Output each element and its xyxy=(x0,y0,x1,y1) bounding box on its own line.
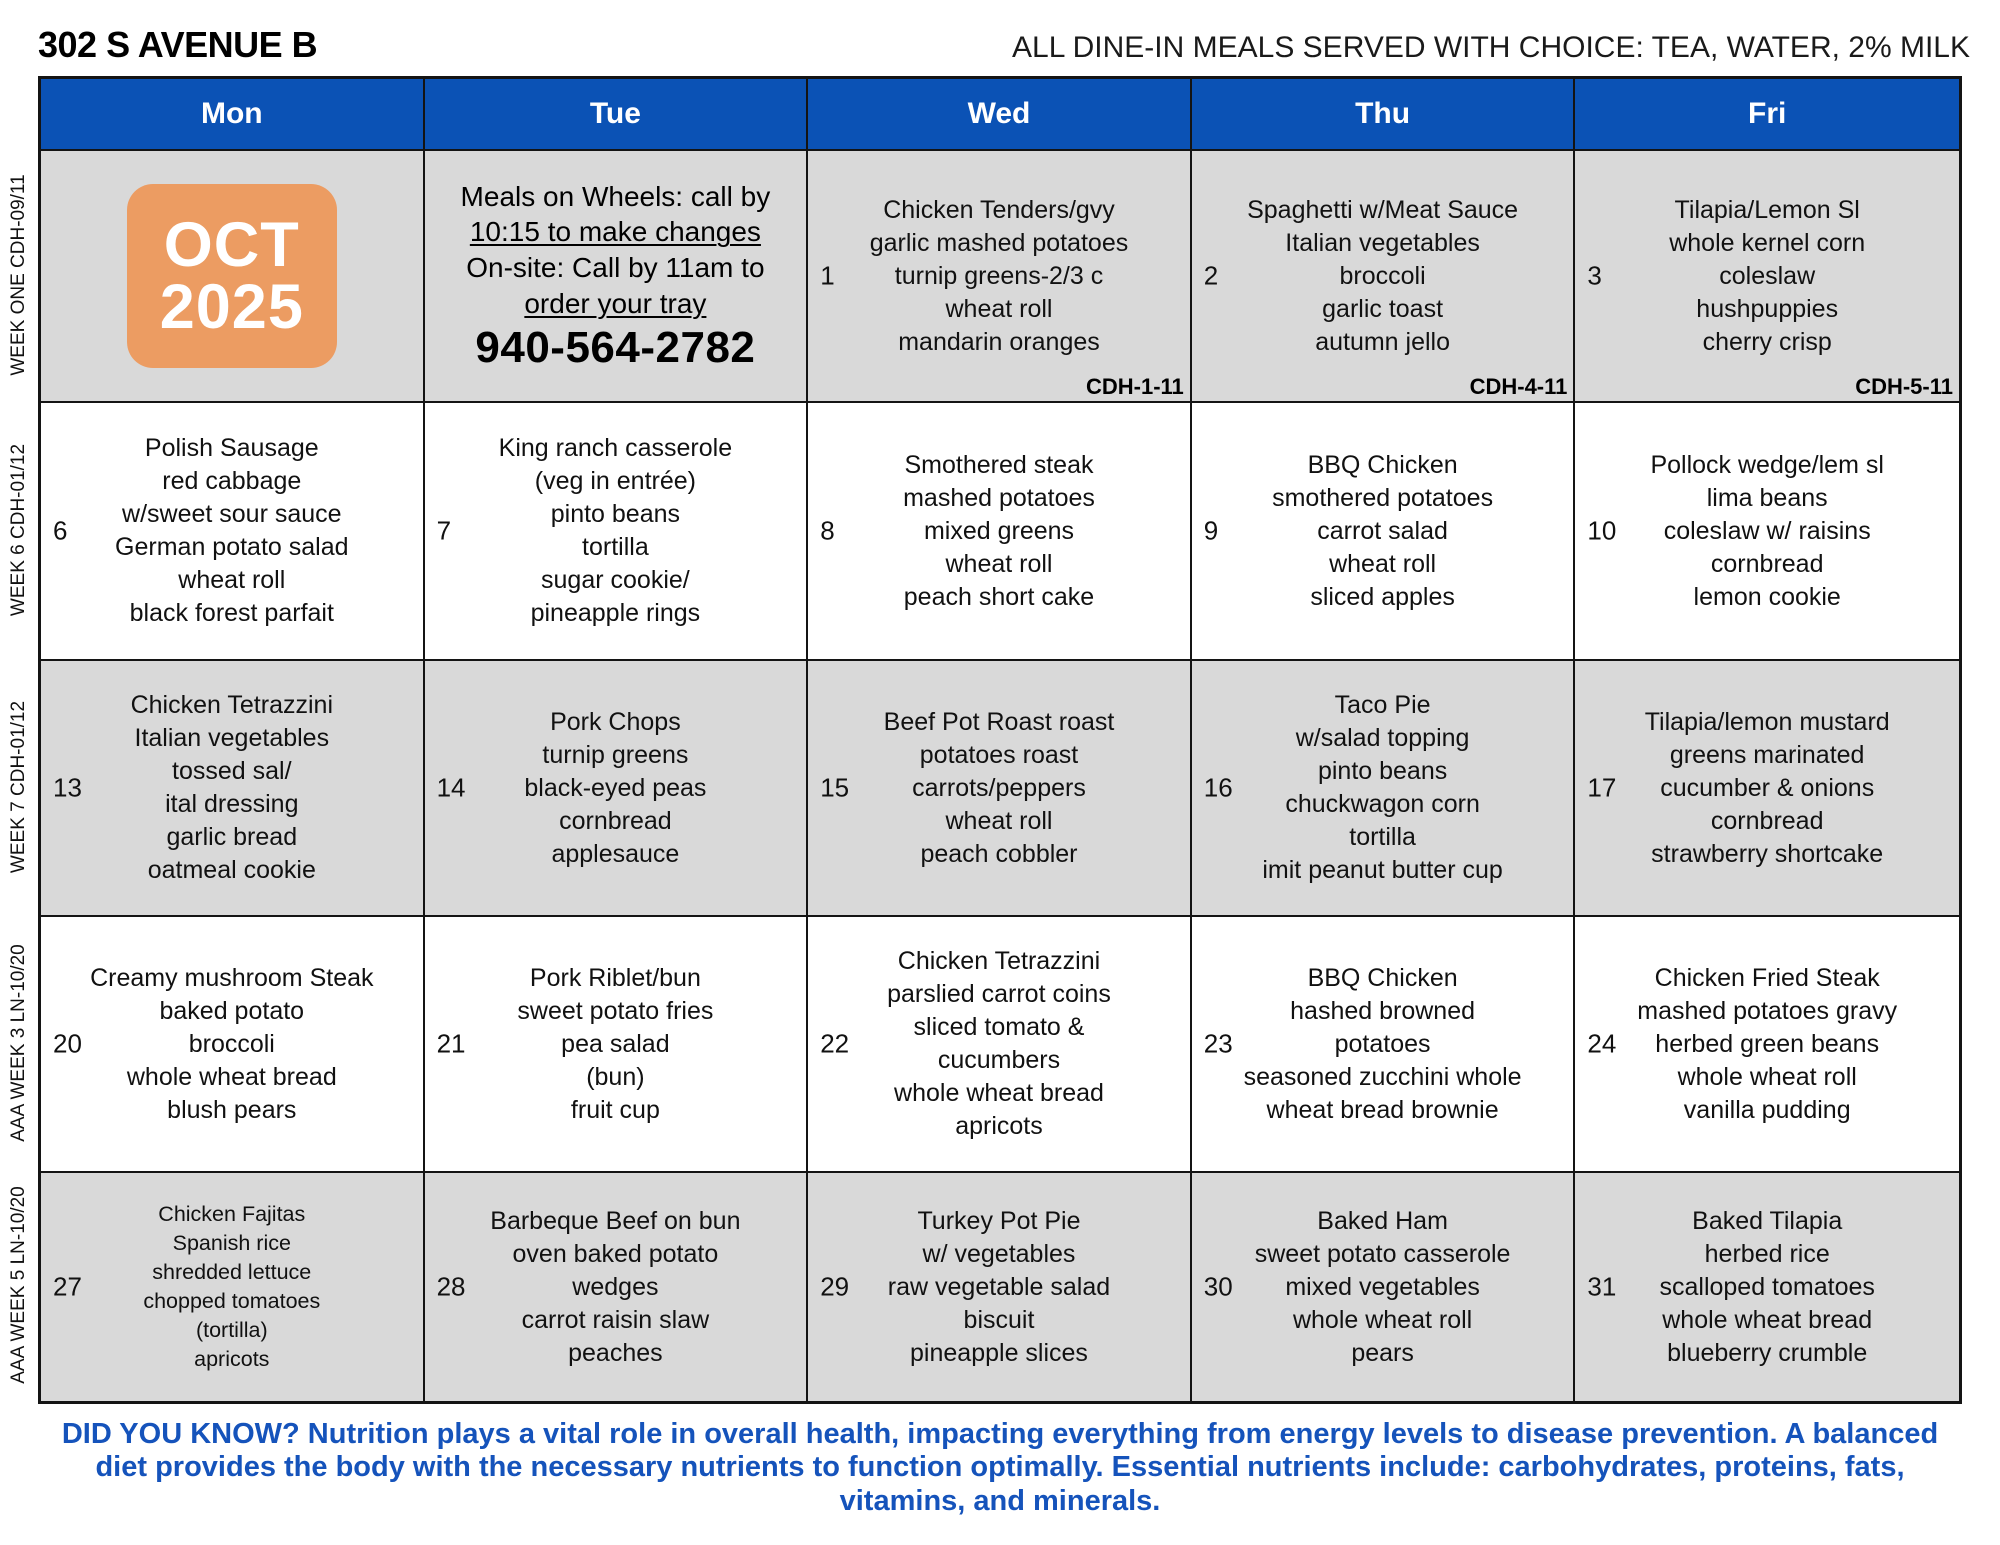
menu-item: Polish Sausage xyxy=(144,434,319,462)
menu-list xyxy=(49,432,415,630)
menu-item: vanilla pudding xyxy=(1683,1095,1851,1124)
menu-item: Taco Pie xyxy=(1334,691,1431,719)
menu-code: CDH-4-11 xyxy=(1469,374,1568,399)
menu-item: Smothered steak xyxy=(904,450,1094,479)
menu-list xyxy=(816,194,1182,359)
menu-item: broccoli xyxy=(188,1029,275,1058)
week-label xyxy=(0,659,38,915)
menu-item: wheat roll xyxy=(1329,549,1437,578)
menu-item: potatoes xyxy=(1334,1029,1431,1058)
gutter-spacer xyxy=(0,76,38,149)
month-cell xyxy=(41,151,425,403)
menu-item: shredded lettuce xyxy=(152,1259,312,1284)
day-number: 22 xyxy=(820,1028,850,1059)
day-cell xyxy=(1575,917,1959,1173)
ordering-info xyxy=(433,179,799,373)
week-label xyxy=(0,1171,38,1399)
menu-item: w/salad topping xyxy=(1295,724,1470,752)
menu-list xyxy=(1583,449,1951,614)
day-number: 6 xyxy=(53,515,68,546)
menu-item: (bun) xyxy=(586,1062,645,1091)
menu-item: cucumber & onions xyxy=(1660,773,1875,802)
menu-item: Baked Ham xyxy=(1317,1206,1448,1235)
day-number: 23 xyxy=(1203,1028,1233,1059)
menu-item: carrot raisin slaw xyxy=(521,1305,710,1334)
menu-list xyxy=(1200,194,1566,359)
menu-item: BBQ Chicken xyxy=(1307,963,1458,992)
menu-list xyxy=(1200,962,1566,1127)
day-number: 30 xyxy=(1203,1271,1233,1302)
info-cell xyxy=(425,151,809,403)
menu-item: pears xyxy=(1351,1338,1414,1367)
info-line: 10:15 to make changes xyxy=(469,216,761,248)
day-number: 3 xyxy=(1587,260,1602,291)
day-number: 10 xyxy=(1587,515,1617,546)
month-badge xyxy=(127,184,337,368)
menu-item: peach cobbler xyxy=(920,839,1078,868)
menu-item: peaches xyxy=(568,1338,663,1367)
menu-item: Chicken Fried Steak xyxy=(1654,963,1880,992)
day-cell xyxy=(1575,403,1959,661)
menu-item: carrot salad xyxy=(1317,516,1448,545)
menu-item: lemon cookie xyxy=(1693,582,1841,611)
menu-code: CDH-1-11 xyxy=(1085,374,1184,399)
menu-item: chuckwagon corn xyxy=(1285,790,1480,818)
day-cell xyxy=(1192,151,1576,403)
menu-item: carrots/peppers xyxy=(912,773,1086,802)
dine-in-note: ALL DINE-IN MEALS SERVED WITH CHOICE: TEA, WATER, 2% MILK xyxy=(1012,31,1970,64)
week-label-text: WEEK 6 CDH-01/12 xyxy=(8,443,29,617)
menu-item: hashed browned xyxy=(1290,996,1476,1025)
menu-item: mashed potatoes xyxy=(903,483,1095,512)
menu-item: mandarin oranges xyxy=(898,327,1100,356)
week-label-text: AAA WEEK 3 LN-10/20 xyxy=(8,944,29,1142)
menu-item: (veg in entrée) xyxy=(534,467,696,495)
address-title: 302 S AVENUE B xyxy=(38,24,318,65)
top-header xyxy=(0,0,2000,76)
menu-item: wheat bread brownie xyxy=(1266,1095,1499,1124)
menu-item: sugar cookie/ xyxy=(541,566,690,594)
menu-list xyxy=(1583,194,1951,359)
menu-item: peach short cake xyxy=(903,582,1095,611)
week-label xyxy=(0,149,38,401)
menu-item: apricots xyxy=(194,1347,270,1372)
menu-item: red cabbage xyxy=(162,467,302,495)
day-cell xyxy=(41,1173,425,1401)
menu-item: Spaghetti w/Meat Sauce xyxy=(1247,195,1519,224)
day-number: 16 xyxy=(1203,772,1233,803)
day-cell xyxy=(808,1173,1192,1401)
menu-item: biscuit xyxy=(963,1305,1035,1334)
menu-item: parslied carrot coins xyxy=(887,980,1111,1008)
menu-item: wedges xyxy=(572,1272,659,1301)
menu-item: blush pears xyxy=(167,1095,297,1124)
day-number: 1 xyxy=(820,260,835,291)
day-number: 20 xyxy=(53,1028,82,1059)
menu-list xyxy=(1583,962,1951,1127)
menu-item: coleslaw w/ raisins xyxy=(1663,516,1871,545)
menu-list xyxy=(49,962,415,1127)
menu-item: pea salad xyxy=(561,1029,670,1058)
calendar-week-row xyxy=(41,917,1959,1173)
day-cell xyxy=(425,1173,809,1401)
menu-item: King ranch casserole xyxy=(498,434,733,462)
menu-item: BBQ Chicken xyxy=(1307,450,1458,479)
menu-item: ital dressing xyxy=(165,790,299,818)
month-year: 2025 xyxy=(159,272,304,342)
menu-item: whole wheat bread xyxy=(894,1079,1104,1107)
week-label-text: WEEK ONE CDH-09/11 xyxy=(8,174,29,376)
menu-list xyxy=(1583,706,1951,871)
menu-item: strawberry shortcake xyxy=(1651,839,1884,868)
day-number: 31 xyxy=(1587,1271,1617,1302)
day-header-mon: Mon xyxy=(41,79,425,149)
menu-item: sliced tomato & xyxy=(913,1013,1085,1041)
menu-item: Spanish rice xyxy=(172,1230,291,1255)
week-label xyxy=(0,915,38,1171)
menu-item: Barbeque Beef on bun xyxy=(490,1206,741,1235)
menu-item: lima beans xyxy=(1706,483,1828,512)
day-number: 27 xyxy=(53,1271,82,1302)
menu-item: herbed green beans xyxy=(1655,1029,1880,1058)
menu-list xyxy=(816,945,1182,1143)
day-cell xyxy=(1575,661,1959,917)
menu-item: Chicken Tetrazzini xyxy=(130,691,333,719)
day-cell xyxy=(425,661,809,917)
month-name: OCT xyxy=(163,209,300,280)
calendar-week-row xyxy=(41,403,1959,661)
menu-item: whole wheat bread xyxy=(126,1062,337,1091)
menu-list xyxy=(816,706,1182,871)
menu-item: cherry crisp xyxy=(1702,327,1832,356)
menu-item: pinto beans xyxy=(1317,757,1448,785)
menu-item: oatmeal cookie xyxy=(147,856,316,884)
calendar-week-row xyxy=(41,151,1959,403)
day-header-fri: Fri xyxy=(1748,97,1787,130)
menu-item: wheat roll xyxy=(945,806,1053,835)
menu-item: autumn jello xyxy=(1315,327,1450,356)
menu-list xyxy=(49,1200,415,1374)
day-number: 7 xyxy=(436,515,452,546)
menu-item: Italian vegetables xyxy=(134,724,330,752)
menu-item: Chicken Tetrazzini xyxy=(897,947,1101,975)
menu-item: Chicken Fajitas xyxy=(158,1201,306,1226)
day-number: 13 xyxy=(53,772,82,803)
menu-list xyxy=(1200,1205,1566,1370)
day-cell xyxy=(1575,1173,1959,1401)
menu-item: (tortilla) xyxy=(195,1318,268,1343)
menu-item: black-eyed peas xyxy=(524,773,707,802)
menu-item: fruit cup xyxy=(570,1095,660,1124)
menu-item: pineapple rings xyxy=(530,599,701,627)
day-header-tue: Tue xyxy=(425,79,809,149)
calendar xyxy=(0,76,2000,1404)
menu-list xyxy=(816,1205,1182,1370)
menu-item: cucumbers xyxy=(937,1046,1061,1074)
menu-item: greens marinated xyxy=(1669,740,1865,769)
menu-list xyxy=(433,1205,799,1370)
menu-item: Pork Chops xyxy=(550,707,681,736)
menu-item: Turkey Pot Pie xyxy=(917,1206,1081,1235)
day-number: 17 xyxy=(1587,772,1617,803)
menu-item: smothered potatoes xyxy=(1272,483,1494,512)
menu-list xyxy=(816,449,1182,614)
day-cell xyxy=(1192,1173,1576,1401)
day-cell xyxy=(425,917,809,1173)
menu-item: tossed sal/ xyxy=(172,757,292,785)
menu-item: wheat roll xyxy=(945,294,1053,323)
menu-item: applesauce xyxy=(551,839,680,868)
menu-item: Creamy mushroom Steak xyxy=(90,963,374,992)
menu-item: mixed vegetables xyxy=(1285,1272,1480,1301)
menu-item: coleslaw xyxy=(1719,261,1816,290)
menu-item: raw vegetable salad xyxy=(887,1272,1111,1301)
menu-item: sweet potato fries xyxy=(517,996,714,1025)
phone-number: 940-564-2782 xyxy=(475,323,756,373)
menu-list xyxy=(433,962,799,1127)
menu-item: mashed potatoes gravy xyxy=(1637,996,1898,1025)
menu-item: whole wheat roll xyxy=(1677,1062,1857,1091)
menu-item: Chicken Tenders/gvy xyxy=(883,195,1115,224)
menu-item: pineapple slices xyxy=(910,1338,1088,1367)
menu-item: imit peanut butter cup xyxy=(1262,856,1503,884)
menu-item: wheat roll xyxy=(178,566,286,594)
day-header-wed: Wed xyxy=(808,79,1192,149)
menu-list xyxy=(49,689,415,887)
day-number: 21 xyxy=(436,1028,466,1059)
day-cell xyxy=(41,403,425,661)
info-line: On-site: Call by 11am to xyxy=(466,252,765,283)
menu-list xyxy=(1583,1205,1951,1370)
menu-item: Pollock wedge/lem sl xyxy=(1650,450,1884,479)
day-number: 9 xyxy=(1203,515,1219,546)
menu-item: Baked Tilapia xyxy=(1692,1206,1843,1235)
day-number: 8 xyxy=(820,515,835,546)
day-cell xyxy=(808,403,1192,661)
day-number: 14 xyxy=(436,772,466,803)
calendar-table xyxy=(38,76,1962,1404)
day-cell xyxy=(425,403,809,661)
menu-item: sweet potato casserole xyxy=(1254,1239,1511,1268)
menu-item: wheat roll xyxy=(945,549,1053,578)
menu-item: whole wheat bread xyxy=(1662,1305,1873,1334)
day-cell xyxy=(41,661,425,917)
calendar-week-row xyxy=(41,661,1959,917)
menu-item: Tilapia/Lemon Sl xyxy=(1674,195,1860,224)
menu-item: Italian vegetables xyxy=(1285,228,1480,257)
week-label-text: AAA WEEK 5 LN-10/20 xyxy=(8,1186,29,1384)
menu-item: black forest parfait xyxy=(129,599,334,627)
menu-item: baked potato xyxy=(159,996,305,1025)
menu-item: apricots xyxy=(955,1112,1043,1140)
menu-item: scalloped tomatoes xyxy=(1659,1272,1875,1301)
menu-item: sliced apples xyxy=(1310,582,1455,611)
menu-item: whole kernel corn xyxy=(1669,228,1866,257)
menu-item: garlic mashed potatoes xyxy=(869,228,1129,257)
menu-item: oven baked potato xyxy=(512,1239,719,1268)
week-label xyxy=(0,401,38,659)
menu-item: garlic bread xyxy=(166,823,298,851)
menu-item: pinto beans xyxy=(550,500,681,528)
week-label-text: WEEK 7 CDH-01/12 xyxy=(8,700,29,874)
day-header-thu: Thu xyxy=(1192,79,1576,149)
menu-code: CDH-5-11 xyxy=(1855,374,1953,399)
day-number: 15 xyxy=(820,772,850,803)
day-header-row xyxy=(41,79,1959,151)
menu-item: blueberry crumble xyxy=(1667,1338,1868,1367)
menu-item: chopped tomatoes xyxy=(143,1289,321,1313)
info-line: order your tray xyxy=(524,287,707,319)
day-cell xyxy=(808,917,1192,1173)
menu-item: cornbread xyxy=(1710,549,1824,578)
menu-item: broccoli xyxy=(1339,261,1426,290)
menu-item: tortilla xyxy=(1349,823,1416,851)
day-cell xyxy=(1575,151,1959,403)
menu-item: w/ vegetables xyxy=(922,1239,1076,1268)
menu-item: mixed greens xyxy=(923,516,1075,545)
menu-list xyxy=(1200,689,1566,887)
menu-item: herbed rice xyxy=(1704,1239,1830,1268)
menu-list xyxy=(433,432,799,630)
menu-list xyxy=(1200,449,1566,614)
menu-item: turnip greens-2/3 c xyxy=(894,261,1104,290)
menu-item: Tilapia/lemon mustard xyxy=(1644,707,1890,736)
menu-item: potatoes roast xyxy=(919,740,1079,769)
did-you-know-text: DID YOU KNOW? Nutrition plays a vital role in overall health, impacting everything from energy levels to disease prevention. A balanced diet provides the body with the necessary nutrients to function optimally. Essential nutrients include: carbohydrates, proteins, fats, vitamins, and minerals. xyxy=(61,1418,1939,1517)
day-cell xyxy=(1192,403,1576,661)
day-cell xyxy=(808,661,1192,917)
calendar-body xyxy=(41,151,1959,1401)
day-number: 28 xyxy=(436,1271,466,1302)
calendar-week-row xyxy=(41,1173,1959,1401)
menu-item: w/sweet sour sauce xyxy=(122,500,342,528)
menu-item: cornbread xyxy=(559,806,672,835)
day-cell xyxy=(1192,661,1576,917)
menu-item: seasoned zucchini whole xyxy=(1243,1062,1522,1091)
menu-item: whole wheat roll xyxy=(1292,1305,1473,1334)
menu-item: hushpuppies xyxy=(1696,294,1839,323)
menu-list xyxy=(433,706,799,871)
day-cell xyxy=(808,151,1192,403)
menu-item: tortilla xyxy=(582,533,649,561)
menu-item: cornbread xyxy=(1710,806,1824,835)
menu-item: German potato salad xyxy=(115,533,349,561)
menu-item: turnip greens xyxy=(542,740,689,769)
menu-item: garlic toast xyxy=(1322,294,1444,323)
day-cell xyxy=(41,917,425,1173)
menu-item: Beef Pot Roast roast xyxy=(883,707,1115,736)
info-line: Meals on Wheels: call by xyxy=(460,180,771,212)
day-number: 29 xyxy=(820,1271,850,1302)
day-cell xyxy=(1192,917,1576,1173)
week-label-gutter xyxy=(0,76,38,1404)
menu-item: Pork Riblet/bun xyxy=(529,963,701,992)
day-number: 2 xyxy=(1203,260,1219,291)
day-number: 24 xyxy=(1587,1028,1617,1059)
